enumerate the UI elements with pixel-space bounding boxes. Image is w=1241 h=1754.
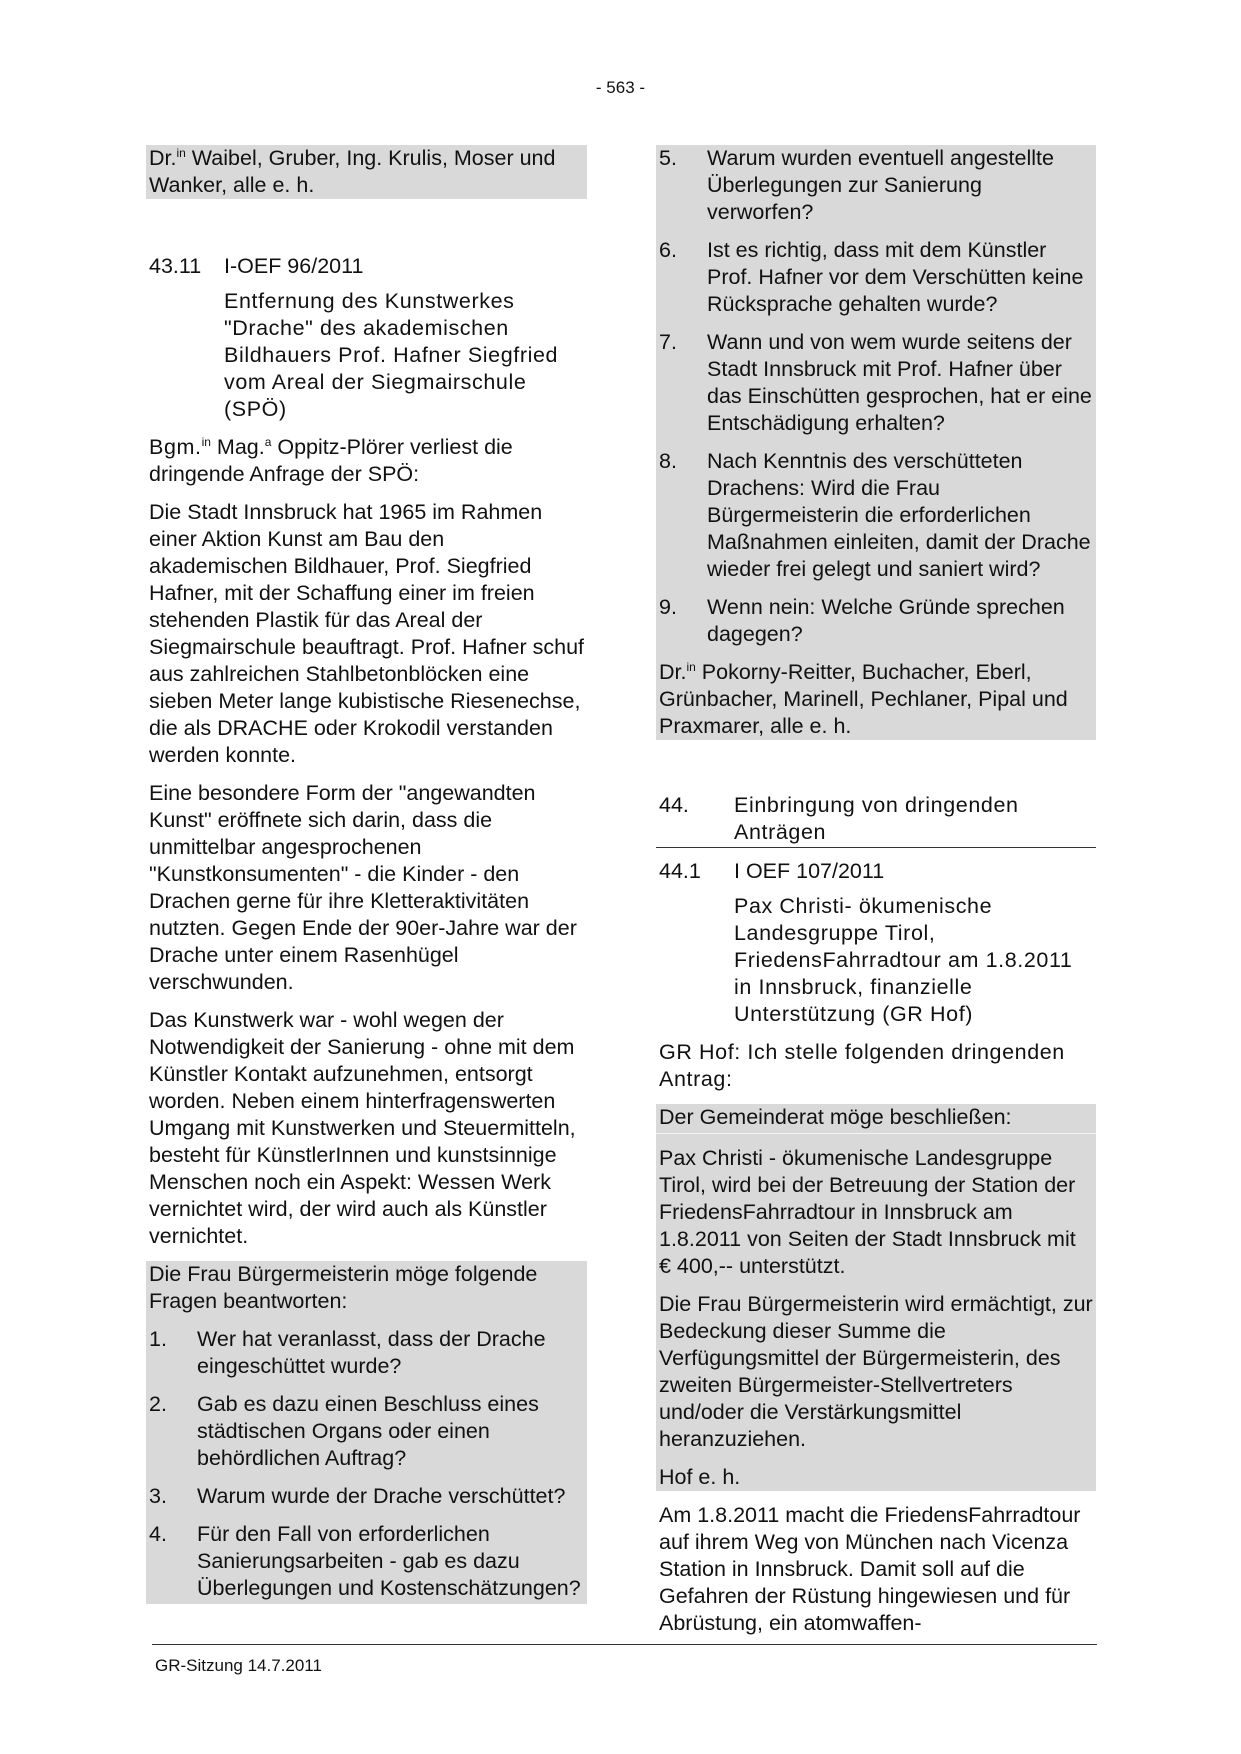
left-column xyxy=(146,145,587,1604)
question-item: 4. Für den Fall von erforderlichen Sanierungsarbeiten - gab es dazu Überlegungen und Kostenschätzungen? xyxy=(149,1522,581,1600)
question-item: 2. Gab es dazu einen Beschluss eines städtischen Organs oder einen behördlichen Auftrag? xyxy=(149,1392,539,1470)
question-item: 1. Wer hat veranlasst, dass der Drache eingeschüttet wurde? xyxy=(149,1327,546,1378)
footer: GR-Sitzung 14.7.2011 xyxy=(155,1656,322,1675)
section-title: Einbringung von dringenden Anträgen xyxy=(734,793,1019,844)
motion-heading: Der Gemeinderat möge beschließen: xyxy=(656,1104,1096,1134)
questions-block-continued xyxy=(656,145,1096,740)
right-column xyxy=(656,145,1096,1648)
question-item: 6. Ist es richtig, dass mit dem Künstler Prof. Hafner vor dem Verschütten keine Rücksprache gehalten wurde? xyxy=(659,238,1084,316)
motion-paragraph: Pax Christi - ökumenische Landesgruppe Tirol, wird bei der Betreuung der Station der FriedensFahrradtour in Innsbruck am 1.8.2011 von Seiten der Stadt Innsbruck mit € 400,-- unterstützt. xyxy=(659,1146,1076,1278)
questions-intro: Die Frau Bürgermeisterin möge folgende Fragen beantworten: xyxy=(149,1262,538,1313)
motion-intro: GR Hof: Ich stelle folgenden dringenden Antrag: xyxy=(659,1040,1065,1091)
item-code: I OEF 107/2011 xyxy=(734,859,885,883)
page-number: - 563 - xyxy=(595,78,646,97)
section-number: 44. xyxy=(659,793,689,817)
item-code: I-OEF 96/2011 xyxy=(224,254,364,278)
footer-rule xyxy=(152,1644,1097,1645)
signers: Dr.$^{in}$ Pokorny-Reitter, Buchacher, Eberl, Grünbacher, Marinell, Pechlaner, Pipal und Praxmarer, alle e. h. xyxy=(659,659,1068,738)
agenda-item-44-1 xyxy=(656,858,1096,885)
question-item: 8. Nach Kenntnis des verschütteten Drachens: Wird die Frau Bürgermeisterin die erforderlichen Maßnahmen einleiten, damit der Drache wieder frei gelegt und saniert wird? xyxy=(659,449,1091,581)
section-heading-44 xyxy=(656,792,1096,848)
item-title: Pax Christi- ökumenische Landesgruppe Tirol, FriedensFahrradtour am 1.8.2011 in Innsbruck, finanzielle Unterstützung (GR Hof) xyxy=(734,894,1073,1026)
motion-signature: Hof e. h. xyxy=(659,1465,741,1489)
previous-signers: Dr.$^{in}$ Waibel, Gruber, Ing. Krulis, Moser und Wanker, alle e. h. xyxy=(146,145,587,199)
body-paragraph: Am 1.8.2011 macht die FriedensFahrradtour auf ihrem Weg von München nach Vicenza Station in Innsbruck. Damit soll auf die Gefahren der Rüstung hingewiesen und für Abrüstung, ein atomwaffen- xyxy=(659,1503,1081,1635)
body-paragraph: Das Kunstwerk war - wohl wegen der Notwendigkeit der Sanierung - ohne mit dem Künstler Kontakt aufzunehmen, entsorgt worden. Neben einem hinterfragenswerten Umgang mit Kunstwerken und Steuermitteln, besteht für KünstlerInnen und kunstsinnige Menschen noch ein Aspekt: Wessen Werk vernichtet wird, der wird auch als Künstler vernichtet. xyxy=(149,1008,576,1248)
motion-paragraph: Die Frau Bürgermeisterin wird ermächtigt, zur Bedeckung dieser Summe die Verfügungsmittel der Bürgermeisterin, des zweiten Bürgermeister-Stellvertreters und/oder die Verstärkungsmittel heranzuziehen. xyxy=(659,1292,1093,1451)
reading-intro: Bgm.$^{in}$ Mag.$^a$ Oppitz-Plörer verliest die dringende Anfrage der SPÖ: xyxy=(149,434,513,486)
item-number: 44.1 xyxy=(659,859,701,883)
motion-block xyxy=(656,1104,1096,1491)
question-item: 5. Warum wurden eventuell angestellte Überlegungen zur Sanierung verworfen? xyxy=(659,146,1054,224)
item-title: Entfernung des Kunstwerkes "Drache" des akademischen Bildhauers Prof. Hafner Siegfried vom Areal der Siegmairschule (SPÖ) xyxy=(224,289,559,421)
item-number: 43.11 xyxy=(149,254,202,278)
agenda-item-43-11 xyxy=(146,253,587,280)
body-paragraph: Eine besondere Form der "angewandten Kunst" eröffnete sich darin, dass die unmittelbar angesprochenen "Kunstkonsumenten" - die Kinder - den Drachen gerne für ihre Kletteraktivitäten nutzten. Gegen Ende der 90er-Jahre war der Drache unter einem Rasenhügel verschwunden. xyxy=(149,781,577,994)
body-paragraph: Die Stadt Innsbruck hat 1965 im Rahmen einer Aktion Kunst am Bau den akademischen Bildhauer, Prof. Siegfried Hafner, mit der Schaffung einer im freien stehenden Plastik für das Areal der Siegmairschule beauftragt. Prof. Hafner schuf aus zahlreichen Stahlbetonblöcken eine sieben Meter lange kubistische Riesenechse, die als DRACHE oder Krokodil verstanden werden konnte. xyxy=(149,500,584,767)
question-item: 7. Wann und von wem wurde seitens der Stadt Innsbruck mit Prof. Hafner über das Einschütten gesprochen, hat er eine Entschädigung erhalten? xyxy=(659,330,1092,435)
question-item: 3. Warum wurde der Drache verschüttet? xyxy=(149,1484,566,1508)
question-item: 9. Wenn nein: Welche Gründe sprechen dagegen? xyxy=(659,595,1065,646)
questions-block xyxy=(146,1261,587,1604)
